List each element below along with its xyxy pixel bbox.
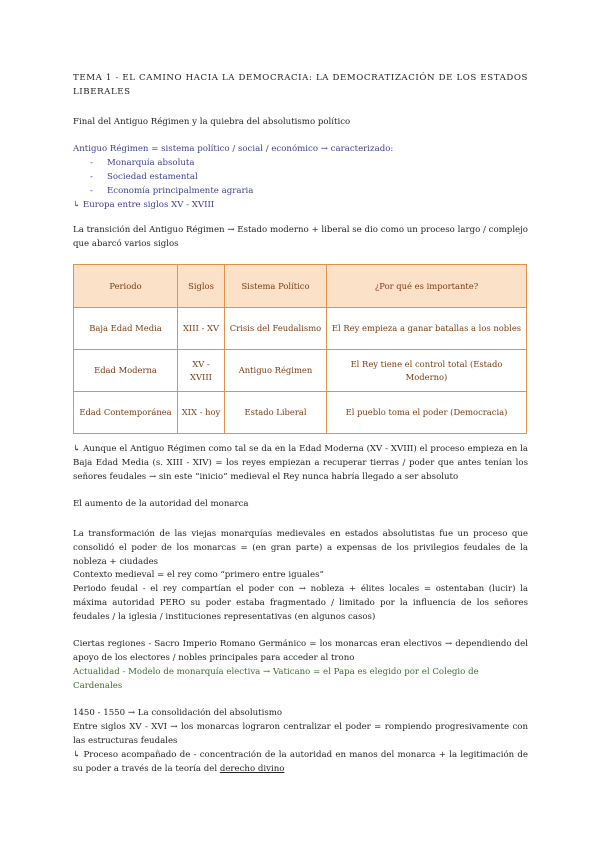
table-cell: XIX - hoy: [178, 392, 225, 434]
page-title: TEMA 1 - EL CAMINO HACIA LA DEMOCRACIA: LA DEMOCRATIZACIÓN DE LOS ESTADOS LIBERALES: [73, 73, 528, 97]
actualidad-line: Actualidad - Modelo de monarquía electiva → Vaticano = el Papa es elegido por el Colegio de Cardenales: [73, 667, 479, 691]
list-item: - Economía principalmente agraria: [73, 184, 528, 198]
column-header-sistema: Sistema Político: [225, 265, 327, 308]
table-cell: Baja Edad Media: [74, 308, 178, 350]
list-item: - Monarquía absoluta: [73, 156, 528, 170]
table-row: [74, 350, 527, 392]
contexto-paragraph: Periodo feudal - el rey compartían el poder con → nobleza + élites locales = ostentaban (lucir) la máxima autoridad PERO su poder estaba fragmentado / limitado por la influencia de los señores feudales / la iglesia / instituciones representativas (en algunos casos): [73, 584, 528, 622]
proceso-paragraph: [73, 748, 528, 776]
antiguo-regimen-block: [73, 142, 528, 212]
column-header-siglos: Siglos: [178, 265, 225, 308]
characteristics-list: [73, 156, 528, 198]
table-header-row: [74, 265, 527, 308]
table-cell: El pueblo toma el poder (Democracia): [327, 392, 527, 434]
transition-paragraph: La transición del Antiguo Régimen → Estado moderno + liberal se dio como un proceso largo / complejo que abarcó varios siglos: [73, 225, 528, 249]
list-item: - Sociedad estamental: [73, 170, 528, 184]
column-header-periodo: Periodo: [74, 265, 178, 308]
after-table-paragraph: ↳ Aunque el Antiguo Régimen como tal se da en la Edad Moderna (XV - XVIII) el proceso empieza en la Baja Edad Media (s. XIII - XIV) = los reyes empiezan a recuperar tierras / poder que antes tenían los señores feudales → sin este “inicio” medieval el Rey nunca habría llegado a ser absoluto: [73, 444, 528, 482]
regiones-paragraph: Ciertas regiones - Sacro Imperio Romano Germánico = los monarcas eran electivos → dependiendo del apoyo de los electores / nobles principales para acceder al trono: [73, 639, 528, 663]
consolidacion-paragraph: Entre siglos XV - XVI → los monarcas lograron centralizar el poder = rompiendo progresivamente con las estructuras feudales: [73, 722, 528, 746]
table-row: [74, 308, 527, 350]
consolidacion-heading: 1450 - 1550 → La consolidación del absolutismo: [73, 708, 283, 718]
table-cell: Estado Liberal: [225, 392, 327, 434]
transformation-paragraph: La transformación de las viejas monarquías medievales en estados absolutistas fue un proceso que consolidó el poder de los monarcas = (en gran parte) a expensas de los privilegios feudales de la nobleza + ciudades: [73, 529, 528, 567]
proceso-text: ↳ Proceso acompañado de - concentración de la autoridad en manos del monarca + la legitimación de su poder a través de la teoría del: [73, 750, 528, 774]
table-cell: El Rey tiene el control total (Estado Moderno): [327, 350, 527, 392]
derecho-divino-link: derecho divino: [219, 764, 285, 774]
table-cell: Edad Moderna: [74, 350, 178, 392]
table-cell: El Rey empieza a ganar batallas a los nobles: [327, 308, 527, 350]
contexto-line: Contexto medieval = el rey como “primero entre iguales”: [73, 570, 324, 580]
table-cell: XV - XVIII: [178, 350, 225, 392]
table-cell: Antiguo Régimen: [225, 350, 327, 392]
column-header-importancia: ¿Por qué es importante?: [327, 265, 527, 308]
table-cell: XIII - XV: [178, 308, 225, 350]
table-row: [74, 392, 527, 434]
section-heading-autoridad: El aumento de la autoridad del monarca: [73, 499, 249, 509]
antiguo-regimen-intro: Antiguo Régimen = sistema político / social / económico → caracterizado:: [73, 144, 394, 154]
europe-note: ↳ Europa entre siglos XV - XVIII: [73, 200, 215, 210]
table-cell: Edad Contemporánea: [74, 392, 178, 434]
periods-table: [73, 264, 527, 434]
table-cell: Crisis del Feudalismo: [225, 308, 327, 350]
section-heading-antiguo-regimen: Final del Antiguo Régimen y la quiebra del absolutismo político: [73, 117, 351, 127]
